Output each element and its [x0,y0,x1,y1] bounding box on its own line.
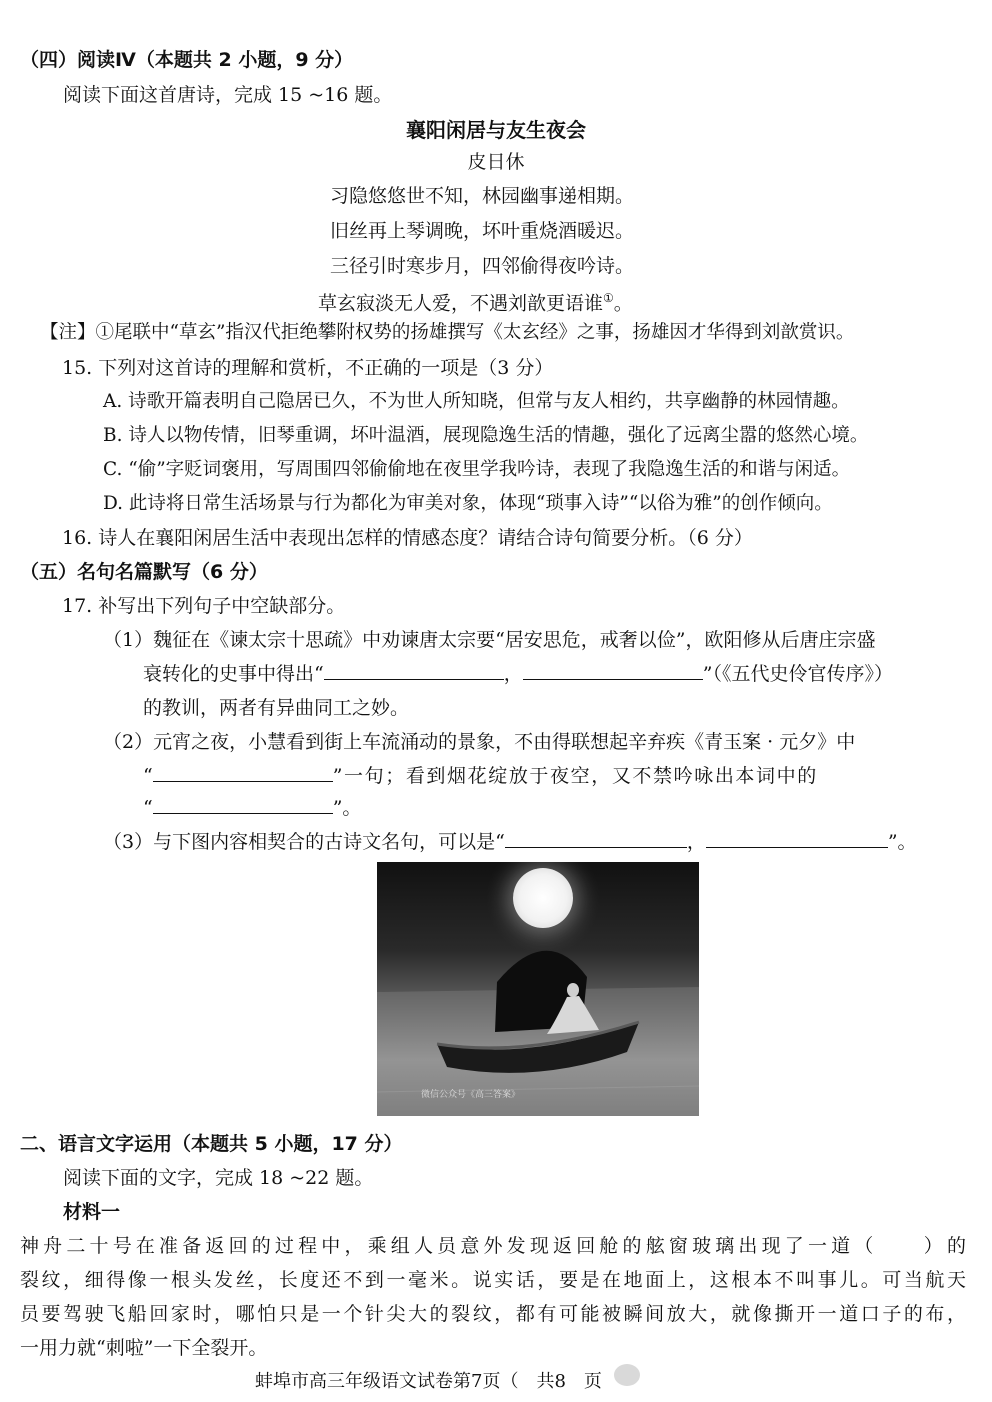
q17-part2-line2 [143,764,818,788]
section-four-heading: （四）阅读Ⅳ（本题共 2 小题，9 分） [20,49,354,71]
page-footer: 蚌埠市高三年级语文试卷第7页（ 共8 页 [255,1371,602,1392]
section-two-intro: 阅读下面的文字，完成 18 ~22 题。 [63,1167,374,1189]
q17-part3-blank-1[interactable] [505,831,687,848]
poem-line-4-end: 。 [613,292,633,315]
q17-part2-quote-close: ”。 [332,797,362,819]
q17-part2-blank-2[interactable] [153,797,333,814]
question-15: 15. 下列对这首诗的理解和赏析，不正确的一项是（3 分） [62,357,554,379]
q17-part1-line2 [143,662,893,686]
q17-part3-text-b: ， [686,831,706,853]
poem-line-4-text: 草玄寂淡无人爱，不遇刘歆更语谁 [318,292,604,315]
boat-scene-graphic [377,862,699,1116]
q17-part2-text: ”一句；看到烟花绽放于夜空，又不禁吟咏出本词中的 [332,765,818,787]
q17-part1-line1: （1）魏征在《谏太宗十思疏》中劝谏唐太宗要“居安思危，戒奢以俭”，欧阳修从后唐庄宗盛 [103,629,876,651]
poem-line-2: 旧丝再上琴调晚，坏叶重烧酒暖迟。 [330,220,635,242]
poem-line-4 [318,286,633,315]
q17-part1-text-a: 衰转化的史事中得出“ [143,663,324,685]
wechat-icon [614,1364,640,1386]
footnote-mark: ① [603,291,614,305]
q17-part1-line3: 的教训，两者有异曲同工之妙。 [143,697,410,719]
material-one-label: 材料一 [63,1201,121,1223]
q15-option-a: A. 诗歌开篇表明自己隐居已久，不为世人所知晓，但常与友人相约，共享幽静的林园情趣。 [103,391,850,412]
section-four-intro: 阅读下面这首唐诗，完成 15 ~16 题。 [63,84,393,106]
q15-option-d: D. 此诗将日常生活场景与行为都化为审美对象，体现“琐事入诗”“以俗为雅”的创作倾向。 [103,493,833,514]
poem-note: 【注】①尾联中“草玄”指汉代拒绝攀附权势的扬雄撰写《太玄经》之事，扬雄因才华得到刘歆赏识。 [40,322,855,343]
q17-part3 [103,830,917,854]
q17-part1-text-b: ， [503,663,523,685]
material-para-line-4: 一用力就“刺啦”一下全裂开。 [20,1337,268,1359]
poem-author: 皮日休 [467,151,525,173]
material-para-line-2: 裂纹，细得像一根头发丝，长度还不到一毫米。说实话，要是在地面上，这根本不叫事儿。可当航天 [20,1269,966,1291]
q15-option-c: C. “偷”字贬词褒用，写周围四邻偷偷地在夜里学我吟诗，表现了我隐逸生活的和谐与闲适。 [103,459,851,480]
material-para-line-1: 神舟二十号在准备返回的过程中，乘组人员意外发现返回舱的舷窗玻璃出现了一道（ ）的 [20,1235,966,1257]
question-17: 17. 补写出下列句子中空缺部分。 [62,595,346,617]
q17-part2-quote-open-2: “ [143,797,153,819]
q15-option-b: B. 诗人以物传情，旧琴重调，坏叶温酒，展现隐逸生活的情趣，强化了远离尘嚣的悠然心境。 [103,425,869,446]
figure-head [567,983,579,997]
q17-part1-blank-1[interactable] [324,663,504,680]
moon-boat-illustration [377,862,699,1116]
q17-part3-blank-2[interactable] [706,831,888,848]
question-16: 16. 诗人在襄阳闲居生活中表现出怎样的情感态度？请结合诗句简要分析。（6 分） [62,527,753,549]
q17-part3-text-c: ”。 [887,831,917,853]
poem-line-1: 习隐悠悠世不知，林园幽事递相期。 [330,185,635,207]
poem-line-3: 三径引时寒步月，四邻偷得夜吟诗。 [330,255,635,277]
section-two-heading: 二、语言文字运用（本题共 5 小题，17 分） [20,1133,403,1155]
q17-part1-blank-2[interactable] [523,663,703,680]
q17-part2-line1: （2）元宵之夜，小慧看到街上车流涌动的景象，不由得联想起辛弃疾《青玉案 · 元夕》中 [103,731,856,753]
q17-part1-text-c: ”（《五代史伶官传序》） [702,663,893,685]
q17-part2-quote-open: “ [143,765,153,787]
q17-part3-text-a: （3）与下图内容相契合的古诗文名句，可以是“ [103,831,505,853]
q17-part2-line3 [143,796,361,820]
image-watermark: 微信公众号《高三答案》 [421,1090,521,1100]
material-para-line-3: 员要驾驶飞船回家时，哪怕只是一个针尖大的裂纹，都有可能被瞬间放大，就像撕开一道口子的布， [20,1303,966,1325]
poem-title: 襄阳闲居与友生夜会 [406,118,586,142]
q17-part2-blank-1[interactable] [153,765,333,782]
section-five-heading: （五）名句名篇默写（6 分） [20,561,268,583]
